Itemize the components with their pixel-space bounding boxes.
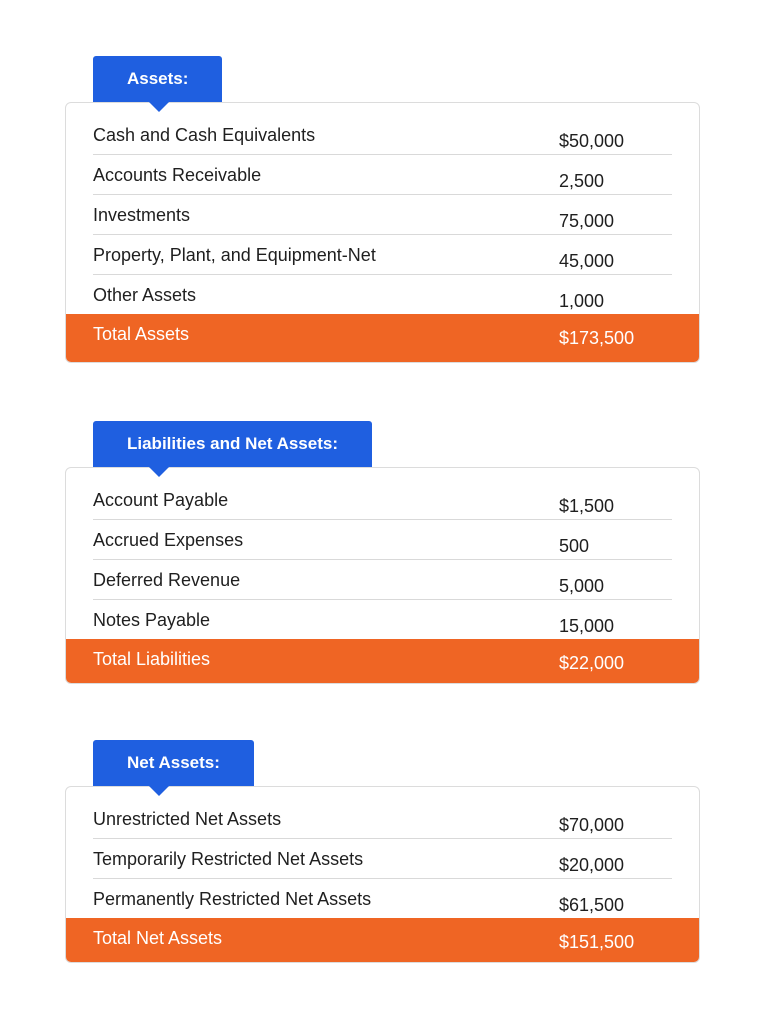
row-value: 500: [559, 536, 590, 556]
table-row: [93, 195, 672, 235]
total-label: Total Assets: [93, 324, 190, 344]
row-label: Accrued Expenses: [93, 530, 244, 550]
row-label: Temporarily Restricted Net Assets: [93, 849, 364, 869]
table-row: [93, 520, 672, 560]
table-row: [93, 155, 672, 195]
row-value: 5,000: [559, 576, 605, 596]
table-row: [93, 600, 672, 639]
row-value: $20,000: [559, 855, 625, 875]
total-label: Total Net Assets: [93, 928, 223, 948]
row-label: Investments: [93, 205, 191, 225]
table-row: [93, 799, 672, 839]
row-value: 45,000: [559, 251, 615, 271]
row-value: $70,000: [559, 815, 625, 835]
row-value: 75,000: [559, 211, 615, 231]
table-row: [93, 839, 672, 879]
row-label: Property, Plant, and Equipment-Net: [93, 245, 376, 265]
table-row: [93, 275, 672, 314]
row-label: Notes Payable: [93, 610, 211, 630]
net-assets-section-title: Net Assets:: [93, 740, 254, 786]
liabilities-card: [65, 467, 700, 684]
total-net-assets-row: [66, 918, 699, 962]
liabilities-section-title: Liabilities and Net Assets:: [93, 421, 372, 467]
table-row: [93, 560, 672, 600]
table-row: [93, 480, 672, 520]
row-value: $1,500: [559, 496, 615, 516]
row-value: 2,500: [559, 171, 605, 191]
table-row: [93, 235, 672, 275]
assets-section-title: Assets:: [93, 56, 222, 102]
assets-card: [65, 102, 700, 363]
total-value: $22,000: [559, 653, 625, 673]
total-value: $173,500: [559, 328, 635, 348]
total-label: Total Liabilities: [93, 649, 211, 669]
row-label: Deferred Revenue: [93, 570, 241, 590]
row-value: $50,000: [559, 131, 625, 151]
row-label: Account Payable: [93, 490, 229, 510]
total-liabilities-row: [66, 639, 699, 683]
net-assets-card: [65, 786, 700, 963]
total-assets-row: [66, 314, 699, 362]
row-label: Other Assets: [93, 285, 197, 305]
row-label: Permanently Restricted Net Assets: [93, 889, 372, 909]
row-label: Cash and Cash Equivalents: [93, 125, 316, 145]
total-value: $151,500: [559, 932, 635, 952]
row-value: 1,000: [559, 291, 605, 311]
table-row: [93, 115, 672, 155]
table-row: [93, 879, 672, 918]
row-label: Accounts Receivable: [93, 165, 262, 185]
row-label: Unrestricted Net Assets: [93, 809, 282, 829]
row-value: $61,500: [559, 895, 625, 915]
row-value: 15,000: [559, 616, 615, 636]
